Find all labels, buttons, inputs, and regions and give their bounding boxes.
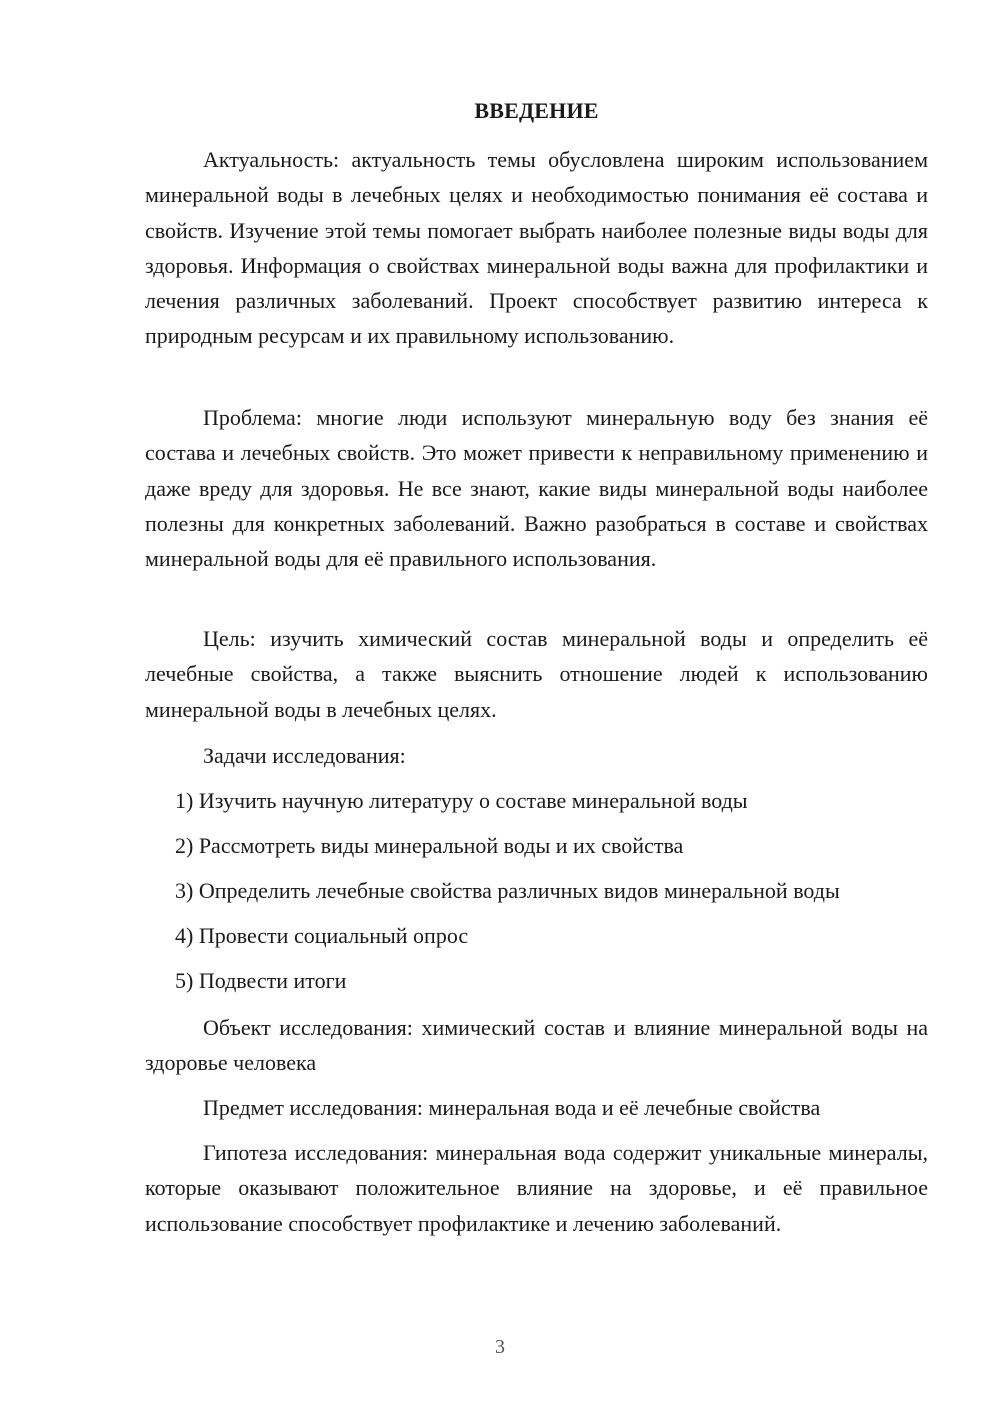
hypothesis-paragraph: Гипотеза исследования: минеральная вода содержит уникальные минералы, которые оказывают положительное влияние на здоровье, и её правильное использование способствует профилактике и лечению заболеваний. <box>145 1140 928 1236</box>
section-title: ВВЕДЕНИЕ <box>474 98 599 123</box>
task-item: 4) Провести социальный опрос <box>175 923 469 948</box>
subject-paragraph: Предмет исследования: минеральная вода и её лечебные свойства <box>203 1095 821 1120</box>
task-item: 1) Изучить научную литературу о составе минеральной воды <box>175 788 748 813</box>
relevance-paragraph: Актуальность: актуальность темы обусловлена широким использованием минеральной воды в лечебных целях и необходимостью понимания её состава и свойств. Изучение этой темы помогает выбрать наиболее полезные виды воды для здоровья. Информация о свойствах минеральной воды важна для профилактики и лечения различных заболеваний. Проект способствует развитию интереса к природным ресурсам и их правильному использованию. <box>145 147 928 349</box>
page-number: 3 <box>495 1336 505 1358</box>
problem-paragraph: Проблема: многие люди используют минеральную воду без знания её состава и лечебных свойств. Это может привести к неправильному применению и даже вреду для здоровья. Не все знают, какие виды минеральной воды наиболее полезны для конкретных заболеваний. Важно разобраться в составе и свойствах минеральной воды для её правильного использования. <box>145 405 928 572</box>
task-item: 3) Определить лечебные свойства различных видов минеральной воды <box>175 878 840 903</box>
task-item: 2) Рассмотреть виды минеральной воды и их свойства <box>175 833 684 858</box>
tasks-heading: Задачи исследования: <box>203 743 406 768</box>
task-item: 5) Подвести итоги <box>175 968 347 993</box>
goal-paragraph: Цель: изучить химический состав минеральной воды и определить её лечебные свойства, а также выяснить отношение людей к использованию минеральной воды в лечебных целях. <box>145 626 928 722</box>
object-paragraph: Объект исследования: химический состав и влияние минеральной воды на здоровье человека <box>145 1015 928 1076</box>
